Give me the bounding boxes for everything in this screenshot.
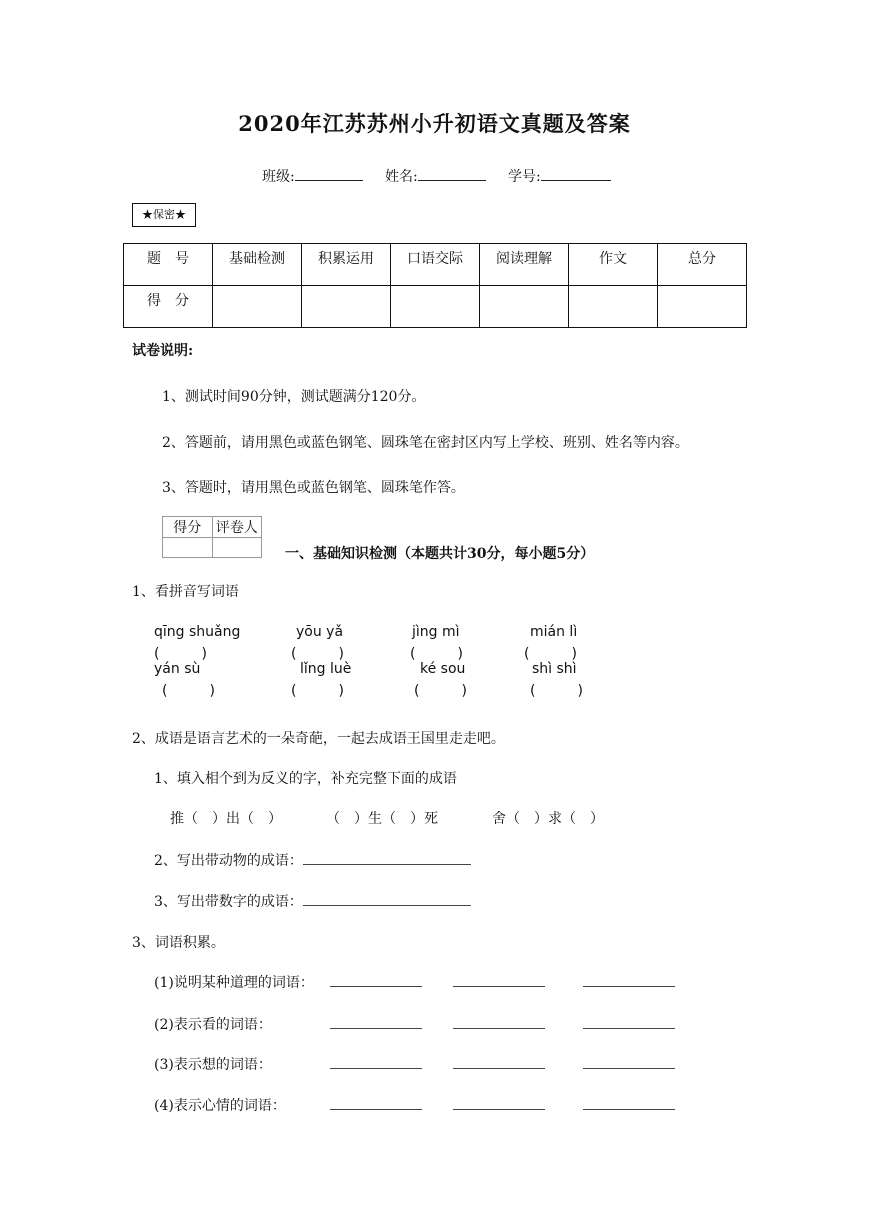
instruction-item: 3、答题时，请用黑色或蓝色钢笔、圆珠笔作答。	[162, 480, 465, 496]
score-table	[123, 243, 747, 328]
class-blank[interactable]	[295, 168, 363, 181]
grader-box	[162, 516, 262, 558]
vocab-item-label: (3)表示想的词语：	[154, 1057, 272, 1073]
question-2-sub-3-label: 3、写出带数字的成语：	[154, 894, 303, 910]
question-1: 1、看拼音写词语	[132, 584, 239, 600]
answer-blank[interactable]: ( )	[524, 646, 577, 662]
answer-blank[interactable]: ( )	[410, 646, 463, 662]
pinyin-item: jìng mì	[412, 624, 460, 640]
answer-line[interactable]	[583, 1056, 675, 1069]
row-label-cell: 得 分	[124, 286, 213, 328]
pinyin-item: mián lì	[530, 624, 578, 640]
score-table-header-row	[124, 244, 747, 286]
pinyin-item: shì shì	[532, 661, 577, 677]
question-2-sub-1: 1、填入相个到为反义的字，补充完整下面的成语	[154, 771, 457, 787]
question-2: 2、成语是语言艺术的一朵奇葩，一起去成语王国里走走吧。	[132, 731, 505, 747]
pinyin-item: yán sù	[154, 661, 201, 677]
student-id-label: 学号:	[508, 169, 541, 185]
answer-blank[interactable]: ( )	[291, 683, 344, 699]
page-title: 2020年江苏苏州小升初语文真题及答案	[238, 111, 631, 136]
header-cell: 总分	[658, 244, 747, 286]
class-field[interactable]	[262, 166, 363, 186]
name-blank[interactable]	[418, 168, 486, 181]
instruction-item: 1、测试时间90分钟，测试题满分120分。	[162, 389, 426, 405]
vocab-item-label: (4)表示心情的词语：	[154, 1098, 286, 1114]
score-cell[interactable]	[213, 286, 302, 328]
grader-name-cell[interactable]	[212, 538, 262, 558]
answer-blank[interactable]: ( )	[414, 683, 467, 699]
pinyin-item: ké sou	[420, 661, 466, 677]
score-cell[interactable]	[480, 286, 569, 328]
vocab-item-label: (2)表示看的词语：	[154, 1017, 272, 1033]
pinyin-item: qīng shuǎng	[154, 624, 241, 640]
header-cell: 口语交际	[391, 244, 480, 286]
header-cell: 阅读理解	[480, 244, 569, 286]
header-cell: 积累运用	[302, 244, 391, 286]
score-cell[interactable]	[658, 286, 747, 328]
score-cell[interactable]	[391, 286, 480, 328]
answer-line[interactable]	[583, 1097, 675, 1110]
question-2-sub-2	[154, 850, 471, 870]
score-cell[interactable]	[569, 286, 658, 328]
grader-score-cell[interactable]	[163, 538, 213, 558]
grader-score-label: 得分	[163, 517, 213, 538]
pinyin-item: lǐng luè	[300, 661, 352, 677]
answer-line[interactable]	[583, 974, 675, 987]
pinyin-item: yōu yǎ	[296, 624, 344, 640]
header-cell: 题 号	[124, 244, 213, 286]
section-heading: 一、基础知识检测（本题共计30分，每小题5分）	[285, 546, 595, 562]
answer-line[interactable]	[453, 1056, 545, 1069]
answer-line[interactable]	[453, 974, 545, 987]
score-cell[interactable]	[302, 286, 391, 328]
answer-line[interactable]	[330, 1097, 422, 1110]
class-label: 班级:	[262, 169, 295, 185]
answer-blank[interactable]: ( )	[162, 683, 215, 699]
answer-blank[interactable]: ( )	[154, 646, 207, 662]
idiom-blank[interactable]: （ ）生（ ）死	[326, 811, 438, 827]
answer-line[interactable]	[453, 1097, 545, 1110]
confidential-stamp: ★保密★	[132, 203, 196, 227]
student-id-blank[interactable]	[541, 168, 611, 181]
header-cell: 作文	[569, 244, 658, 286]
answer-line[interactable]	[330, 1056, 422, 1069]
answer-line[interactable]	[330, 1016, 422, 1029]
grader-name-label: 评卷人	[212, 517, 262, 538]
vocab-item-label: (1)说明某种道理的词语：	[154, 975, 314, 991]
answer-blank[interactable]: ( )	[291, 646, 344, 662]
idiom-blank[interactable]: 舍（ ）求（ ）	[492, 811, 604, 827]
question-3: 3、词语积累。	[132, 935, 225, 951]
answer-line[interactable]	[303, 852, 471, 865]
question-2-sub-3	[154, 891, 471, 911]
instructions-heading: 试卷说明:	[132, 343, 194, 359]
answer-line[interactable]	[303, 893, 471, 906]
student-id-field[interactable]	[508, 166, 611, 186]
header-cell: 基础检测	[213, 244, 302, 286]
name-label: 姓名:	[385, 169, 418, 185]
answer-line[interactable]	[330, 974, 422, 987]
question-2-sub-2-label: 2、写出带动物的成语：	[154, 853, 303, 869]
instruction-item: 2、答题前，请用黑色或蓝色钢笔、圆珠笔在密封区内写上学校、班别、姓名等内容。	[162, 435, 689, 451]
answer-blank[interactable]: ( )	[530, 683, 583, 699]
score-table-score-row	[124, 286, 747, 328]
idiom-blank[interactable]: 推（ ）出（ ）	[170, 811, 282, 827]
answer-line[interactable]	[453, 1016, 545, 1029]
answer-line[interactable]	[583, 1016, 675, 1029]
name-field[interactable]	[385, 166, 486, 186]
